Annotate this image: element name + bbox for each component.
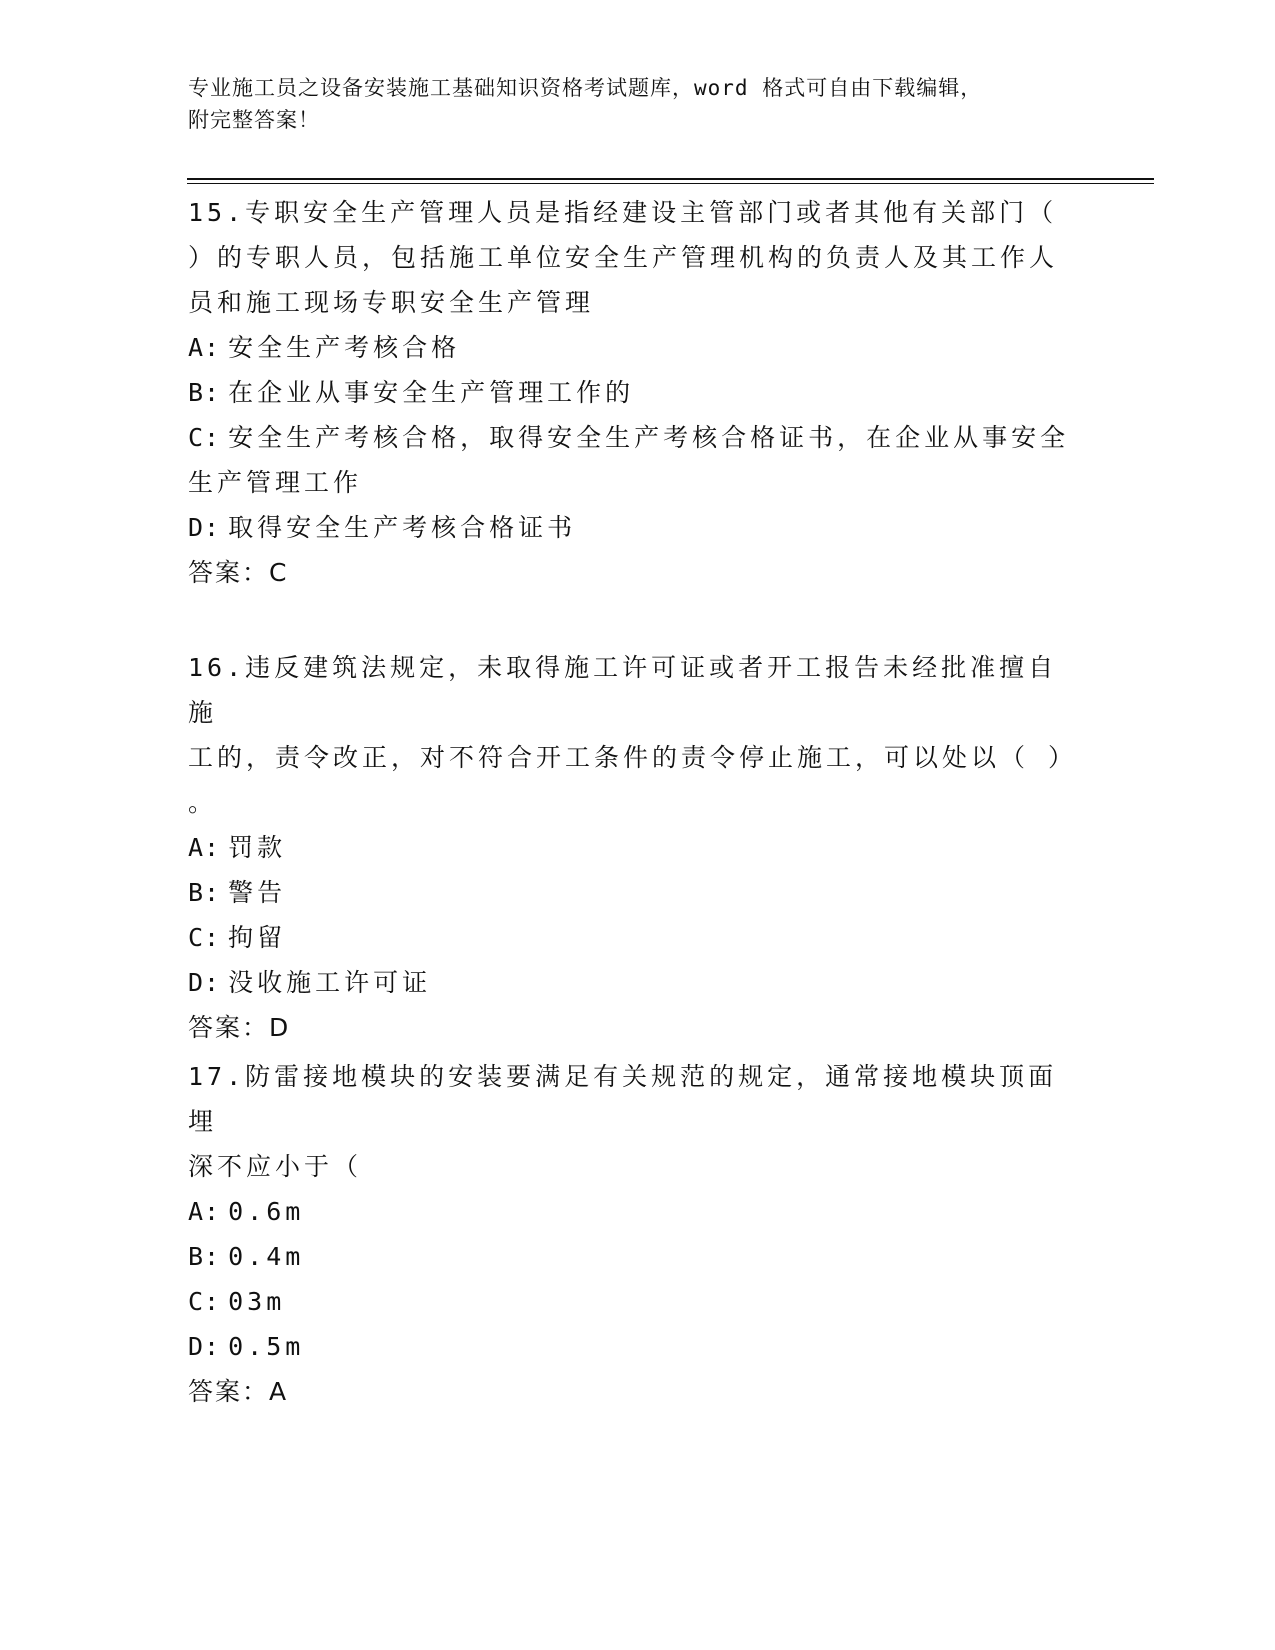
- question-stem-line: 员和施工现场专职安全生产管理: [188, 288, 595, 317]
- option-a: [188, 325, 1068, 370]
- option-text: 0.6m: [228, 1197, 305, 1226]
- option-label: B:: [188, 878, 221, 907]
- question-stem-line: 深不应小于（: [188, 1152, 363, 1181]
- question-stem-line: 15.专职安全生产管理人员是指经建设主管部门或者其他有关部门（: [188, 198, 1058, 227]
- question-stem-line: 16.违反建筑法规定，未取得施工许可证或者开工报告未经批准擅自施: [188, 653, 1058, 727]
- answer-line: 答案：A: [188, 1377, 289, 1406]
- option-text: 安全生产考核合格，取得安全生产考核合格证书，在企业从事安全: [228, 423, 1070, 452]
- header-line-1: 专业施工员之设备安装施工基础知识资格考试题库，word 格式可自由下载编辑，: [188, 76, 983, 100]
- question-stem-line: 17.防雷接地模块的安装要满足有关规范的规定，通常接地模块顶面埋: [188, 1062, 1058, 1136]
- document-header: [188, 72, 1088, 136]
- option-text: 0.4m: [228, 1242, 305, 1271]
- option-b: [188, 370, 1068, 415]
- question-16: [188, 645, 1078, 1050]
- option-d: [188, 505, 1068, 550]
- question-stem-line: ）的专职人员，包括施工单位安全生产管理机构的负责人及其工作人: [188, 243, 1059, 272]
- option-text: 取得安全生产考核合格证书: [228, 513, 577, 542]
- option-c: [188, 915, 1068, 960]
- header-divider-thin: [187, 183, 1154, 184]
- header-line-2: 附完整答案！: [188, 108, 320, 132]
- option-label: B:: [188, 1242, 221, 1271]
- option-d: [188, 960, 1068, 1005]
- answer-line: 答案：D: [188, 1013, 291, 1042]
- option-text: 0.5m: [228, 1332, 305, 1361]
- option-label: D:: [188, 1332, 221, 1361]
- question-17: [188, 1054, 1068, 1414]
- option-c: [188, 1279, 1068, 1324]
- option-text: 在企业从事安全生产管理工作的: [228, 378, 635, 407]
- option-text: 罚款: [228, 833, 287, 862]
- question-stem-line: 工的，责令改正，对不符合开工条件的责令停止施工，可以处以（ ）: [188, 743, 1078, 772]
- option-b: [188, 870, 1068, 915]
- option-label: D:: [188, 968, 221, 997]
- option-c: [188, 415, 1068, 460]
- option-a: [188, 825, 1068, 870]
- option-text: 没收施工许可证: [228, 968, 432, 997]
- option-text: 安全生产考核合格: [228, 333, 461, 362]
- option-text: 03m: [228, 1287, 286, 1316]
- question-15: [188, 190, 1068, 595]
- option-text: 拘留: [228, 923, 287, 952]
- option-text: 警告: [228, 878, 287, 907]
- option-label: C:: [188, 1287, 221, 1316]
- header-divider-thick: [187, 178, 1154, 180]
- option-c-continuation: 生产管理工作: [188, 468, 363, 497]
- option-label: B:: [188, 378, 221, 407]
- option-label: A:: [188, 833, 221, 862]
- option-label: C:: [188, 923, 221, 952]
- option-label: A:: [188, 333, 221, 362]
- option-label: D:: [188, 513, 221, 542]
- option-label: A:: [188, 1197, 221, 1226]
- option-a: [188, 1189, 1068, 1234]
- answer-line: 答案：C: [188, 558, 289, 587]
- option-label: C:: [188, 423, 221, 452]
- question-stem-line: 。: [188, 788, 218, 817]
- option-b: [188, 1234, 1068, 1279]
- option-d: [188, 1324, 1068, 1369]
